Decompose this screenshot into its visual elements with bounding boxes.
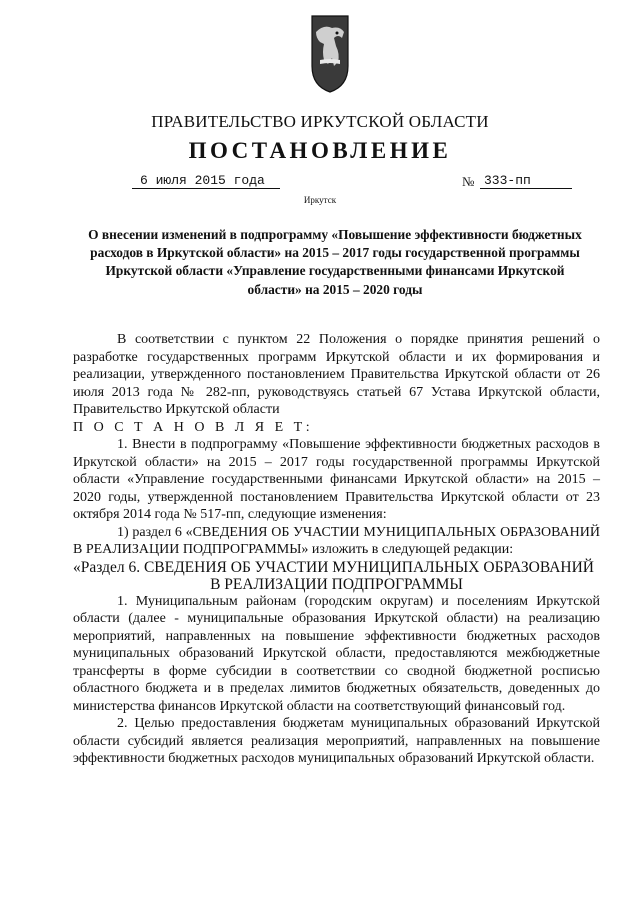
item-1-1-paragraph: 1) раздел 6 «СВЕДЕНИЯ ОБ УЧАСТИИ МУНИЦИПАЛЬНЫХ ОБРАЗОВАНИЙ В РЕАЛИЗАЦИИ ПОДПРОГРАММЫ» изложить в следующей редакции: xyxy=(73,524,600,557)
document-title: О внесении изменений в подпрограмму «Повышение эффективности бюджетных расходов в Иркутской области» на 2015 – 2017 годы государственной программы Иркутской области «Управление государственными финансами Иркутской области» на 2015 – 2020 годы xyxy=(88,227,582,297)
section-heading-line-1: «Раздел 6. СВЕДЕНИЯ ОБ УЧАСТИИ МУНИЦИПАЛЬНЫХ ОБРАЗОВАНИЙ xyxy=(73,558,595,576)
number-label: № xyxy=(462,174,475,189)
item-1-paragraph: 1. Внести в подпрограмму «Повышение эффективности бюджетных расходов в Иркутской области» на 2015 – 2017 годы государственной программы Иркутской области «Управление государственными финансами Иркутской области» на 2015 – 2020 годы, утвержденной постановлением Правительства Иркутской области от 23 октября 2014 года № 517-пп, следующие изменения: xyxy=(73,437,600,522)
preamble-paragraph: В соответствии с пунктом 22 Положения о порядке принятия решений о разработке государственных программ Иркутской области и их формирования и реализации, утвержденного постановлением Правительства Иркутской области от 26 июля 2013 года № 282-пп, руководствуясь статьей 67 Устава Иркутской области, Правительство Иркутской области xyxy=(73,332,600,417)
coat-of-arms-icon xyxy=(310,14,350,94)
government-name: ПРАВИТЕЛЬСТВО ИРКУТСКОЙ ОБЛАСТИ xyxy=(151,112,489,131)
document-body xyxy=(73,331,600,768)
section-paragraph-1: 1. Муниципальным районам (городским округам) и поселениям Иркутской области (далее - муниципальные образования Иркутской области) на реализацию мероприятий, направленных на повышение эффективности бюджетных расходов муниципальных образований Иркутской области, предоставляются межбюджетные трансферты в форме субсидии в соответствии со сводной бюджетной росписью областного бюджета и в пределах лимитов бюджетных обязательств, доведенных до министерства финансов Иркутской области на соответствующий финансовый год. xyxy=(73,593,600,714)
document-number: 333-пп xyxy=(480,173,572,189)
city: Иркутск xyxy=(303,195,337,205)
document-date: 6 июля 2015 года xyxy=(132,173,280,189)
document-type: ПОСТАНОВЛЕНИЕ xyxy=(188,138,452,163)
resolve-heading: П О С Т А Н О В Л Я Е Т: xyxy=(73,419,314,435)
section-paragraph-2: 2. Целью предоставления бюджетам муниципальных образований Иркутской области субсидий является реализация мероприятий, направленных на повышение эффективности бюджетных расходов муниципальных образований Иркутской области. xyxy=(73,716,600,766)
section-heading-line-2: В РЕАЛИЗАЦИИ ПОДПРОГРАММЫ xyxy=(210,575,463,593)
